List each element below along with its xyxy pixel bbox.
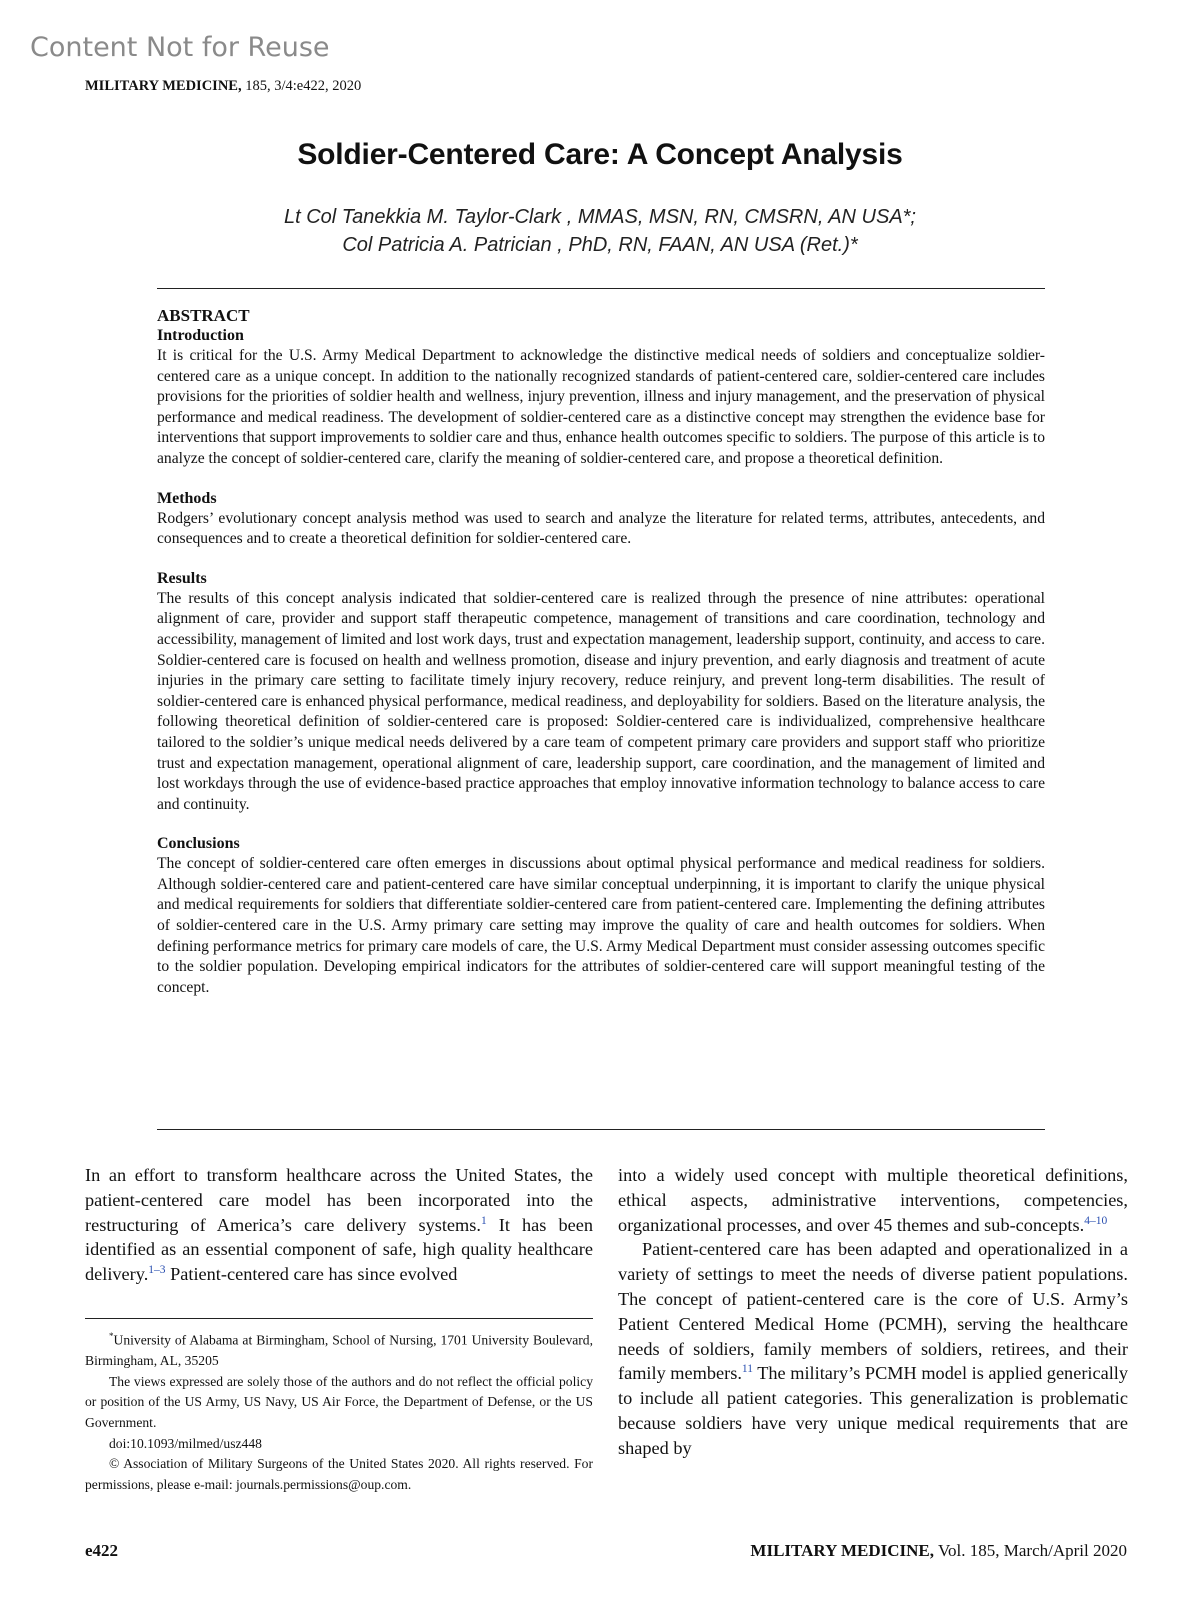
- footnote-doi[interactable]: doi:10.1093/milmed/usz448: [109, 1435, 262, 1451]
- abstract-top-rule: [157, 288, 1045, 289]
- citation-link[interactable]: 1: [480, 1214, 487, 1227]
- body-column-left: [85, 1163, 593, 1287]
- section-heading: Methods: [157, 489, 217, 507]
- author-list: [0, 203, 1200, 259]
- journal-citation: 185, 3/4:e422, 2020: [241, 78, 362, 94]
- abstract-bottom-rule: [157, 1129, 1045, 1130]
- section-text: Rodgers’ evolutionary concept analysis method was used to search and analyze the literature for related terms, attributes, antecedents, and consequences and to create a theoretical definition for soldier-centered care.: [157, 509, 1045, 548]
- body-text-segment: Patient-centered care has since evolved: [165, 1264, 458, 1285]
- citation-link[interactable]: 1–3: [148, 1264, 166, 1277]
- body-text-segment: Patient-centered care has been adapted and operationalized in a variety of settings to meet the needs of diverse patient populations. The concept of patient-centered care is the core of U.S. Army’s Patient Centered Medical Home (PCMH), serving the healthcare needs of soldiers, family members of soldiers, retirees, and their family members.: [618, 1239, 1128, 1384]
- footnote-copyright: © Association of Military Surgeons of the United States 2020. All rights reserved. For permissions, please e-mail: journals.permissions@oup.com.: [85, 1456, 593, 1492]
- abstract-section-results: [157, 569, 1045, 816]
- footer-journal: MILITARY MEDICINE,: [750, 1541, 935, 1560]
- body-text-segment: The military’s PCMH model is applied generically to include all patient categories. This generalization is problematic because soldiers have very unique medical requirements that are shaped by: [618, 1363, 1129, 1458]
- footnotes: [85, 1326, 593, 1495]
- journal-header: [85, 78, 361, 95]
- abstract-section-methods: [157, 489, 1045, 550]
- abstract-section-introduction: [157, 326, 1045, 470]
- section-heading: Introduction: [157, 327, 244, 344]
- body-paragraph: [85, 1163, 593, 1287]
- body-text-segment: In an effort to transform healthcare across the United States, the patient-centered care model has been incorporated into the restructuring of America’s care delivery systems.: [85, 1165, 593, 1235]
- footer-issue: Vol. 185, March/April 2020: [934, 1541, 1127, 1560]
- body-paragraph: [618, 1237, 1128, 1460]
- footnote-text: University of Alabama at Birmingham, School of Nursing, 1701 University Boulevard, Birmingham, AL, 35205: [85, 1332, 593, 1369]
- body-text-segment: into a widely used concept with multiple theoretical definitions, ethical aspects, administrative interventions, competencies, organizational processes, and over 45 themes and sub-concepts.: [618, 1165, 1128, 1235]
- abstract-section-conclusions: [157, 834, 1045, 998]
- author-line-2: Col Patricia A. Patrician , PhD, RN, FAAN, AN USA (Ret.)*: [342, 234, 858, 256]
- article-title: Soldier-Centered Care: A Concept Analysis: [297, 138, 903, 171]
- section-text: The results of this concept analysis indicated that soldier-centered care is realized through the presence of nine attributes: operational alignment of care, provider and support staff therapeutic competence, management of transitions and care coordination, technology and accessibility, management of limited and lost work days, trust and expectation management, leadership support, continuity, and access to care. Soldier-centered care is focused on health and wellness promotion, disease and injury prevention, and early diagnosis and treatment of acute injuries in the primary care setting to facilitate timely injury recovery, reduce reinjury, and prevent long-term disabilities. The result of soldier-centered care is enhanced physical performance, medical readiness, and deployability for soldiers. Based on the literature analysis, the following theoretical definition of soldier-centered care is proposed: Soldier-centered care is individualized, comprehensive healthcare tailored to the soldier’s unique medical needs delivered by a care team of competent primary care providers and support staff who prioritize trust and expectation management, operational alignment of care, leadership support, care coordination, and the management of limited and lost workdays through the use of evidence-based practice approaches that employ innovative information technology to balance access to care and continuity.: [157, 589, 1045, 813]
- footnote-rule: [85, 1318, 593, 1319]
- abstract-label: ABSTRACT: [157, 306, 250, 325]
- body-text-segment: It has been identified as an essential component of safe, high quality healthcare delivery.: [85, 1214, 593, 1285]
- section-heading: Results: [157, 569, 207, 587]
- author-line-1: Lt Col Tanekkia M. Taylor-Clark , MMAS, MSN, RN, CMSRN, AN USA*;: [284, 206, 916, 228]
- page-footer: [750, 1541, 1127, 1561]
- journal-name: MILITARY MEDICINE,: [85, 78, 242, 94]
- footnote-affiliation: [85, 1326, 593, 1372]
- abstract: [157, 306, 1045, 1017]
- citation-link[interactable]: 4–10: [1084, 1214, 1108, 1227]
- section-text: It is critical for the U.S. Army Medical Department to acknowledge the distinctive medical needs of soldiers and conceptualize soldier-centered care as a unique concept. In addition to the nationally recognized standards of patient-centered care, soldier-centered care includes provisions for the priorities of soldier health and wellness, injury prevention, illness and injury management, and the preservation of physical performance and medical readiness. The development of soldier-centered care as a distinctive concept may strengthen the evidence base for interventions that support improvements to soldier care and thus, enhance health outcomes specific to soldiers. The purpose of this article is to analyze the concept of soldier-centered care, clarify the meaning of soldier-centered care, and propose a theoretical definition.: [157, 347, 1045, 467]
- footnote-mark: *: [109, 1331, 114, 1341]
- page-number: e422: [85, 1541, 119, 1560]
- section-text: The concept of soldier-centered care often emerges in discussions about optimal physical performance and medical readiness for soldiers. Although soldier-centered care and patient-centered care have similar conceptual underpinning, it is important to clarify the unique physical and medical requirements for soldiers that differentiate soldier-centered care from patient-centered care. Implementing the defining attributes of soldier-centered care in the U.S. Army primary care setting may improve the quality of care and health outcomes for soldiers. When defining performance metrics for primary care models of care, the U.S. Army Medical Department must consider assessing outcomes specific to the soldier population. Developing empirical indicators for the attributes of soldier-centered care will support meaningful testing of the concept.: [157, 855, 1045, 996]
- citation-link[interactable]: 11: [741, 1363, 753, 1376]
- body-column-right: [618, 1163, 1128, 1461]
- section-heading: Conclusions: [157, 835, 240, 853]
- watermark: Content Not for Reuse: [30, 32, 330, 63]
- body-paragraph: [618, 1163, 1128, 1237]
- footnote-disclaimer: The views expressed are solely those of the authors and do not reflect the official policy or position of the US Army, US Navy, US Air Force, the Department of Defense, or the US Government.: [85, 1373, 593, 1430]
